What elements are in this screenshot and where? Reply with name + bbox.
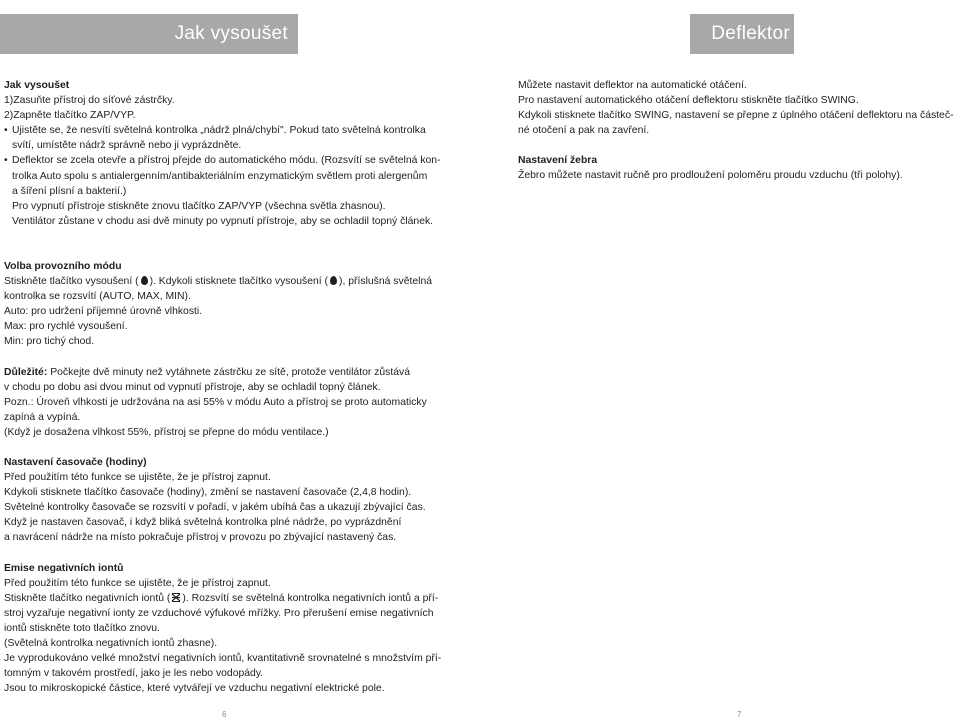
right-column [518, 78, 958, 184]
timer-line-1: Před použitím této funkce se ujistěte, že je přístroj zapnut. [4, 472, 271, 484]
ions-line-3: stroj vyzařuje negativní ionty ze vzduchové výfukové mřížky. Pro přerušení emise negativních [4, 607, 434, 619]
section-heading-mode: Volba provozního módu [4, 260, 122, 272]
mode-line-1 [4, 274, 474, 289]
ions-line-2 [4, 591, 474, 606]
water-drop-icon [330, 276, 337, 285]
section-heading-drying: Jak vysoušet [4, 80, 70, 91]
important-line-4: zapíná a vypíná. [4, 411, 81, 423]
timer-line-3: Světelné kontrolky časovače se rozsvítí v pořadí, v jakém ubíhá čas a ukazují zbývající čas. [4, 502, 426, 514]
important-label: Důležité: [4, 366, 48, 378]
important-line-1 [4, 365, 474, 380]
drying-step-2: 2)Zapněte tlačítko ZAP/VYP. [4, 110, 136, 122]
section-heading-rib: Nastavení žebra [518, 155, 598, 167]
header-left-title: Jak vysoušet [0, 14, 298, 54]
mode-line-4: Max: pro rychlé vysoušení. [4, 321, 128, 333]
drying-step-1: 1)Zasuňte přístroj do síťové zástrčky. [4, 95, 175, 107]
water-drop-icon [141, 276, 148, 285]
mode-line-5: Min: pro tichý chod. [4, 336, 95, 348]
drying-fan-note: Ventilátor zůstane v chodu asi dvě minuty po vypnutí přístroje, aby se ochladil topný článek. [12, 215, 434, 227]
ions-line-6: Je vyprodukováno velké množství negativních iontů, kvantitativně srovnatelné s množstvím pří- [4, 653, 442, 665]
section-heading-ions: Emise negativních iontů [4, 562, 124, 574]
ions-line-7: tomným v takovém prostředí, jako je les nebo vodopády. [4, 668, 264, 680]
important-line-5: (Když je dosažena vlhkost 55%, přístroj se přepne do módu ventilace.) [4, 426, 329, 438]
rib-line-1: Žebro můžete nastavit ručně pro prodloužení poloměru proudu vzduchu (tři polohy). [518, 170, 903, 182]
timer-line-5: a navrácení nádrže na místo pokračuje přístroj v provozu po zbývající nastavený čas. [4, 532, 397, 544]
deflector-line-3: Kdykoli stisknete tlačítko SWING, nastavení se přepne z úplného otáčení deflektoru na částeč- [518, 110, 954, 122]
negative-ion-icon [171, 593, 181, 602]
mode-line-1-c: ), příslušná světelná [339, 276, 432, 288]
drying-bullet-1-text: Ujistěte se, že nesvítí světelná kontrolka „nádrž plná/chybí". Pokud tato světelná kontrolka [12, 125, 426, 137]
drying-bullet-1 [4, 123, 474, 138]
important-line-2: v chodu po dobu asi dvou minut od vypnutí přístroje, aby se ochladil topný článek. [4, 381, 381, 393]
mode-line-1-b: ). Kdykoli stisknete tlačítko vysoušení ( [149, 276, 329, 288]
left-column [4, 78, 474, 696]
ions-line-8: Jsou to mikroskopické částice, které vytvářejí ve vzduchu negativní elektrické pole. [4, 683, 385, 695]
ions-line-2-b: ). Rozsvítí se světelná kontrolka negativních iontů a pří- [182, 592, 439, 604]
mode-line-1-a: Stiskněte tlačítko vysoušení ( [4, 276, 139, 288]
bullet-icon: • [4, 125, 8, 137]
header-right-title: Deflektor [690, 14, 794, 54]
ions-line-4: iontů stiskněte toto tlačítko znovu. [4, 622, 160, 634]
drying-bullet-2-cont-1: trolka Auto spolu s antialergenním/antibakteriálním enzymatickým světlem proti alergenům [12, 170, 428, 182]
deflector-line-4: né otočení a pak na zavření. [518, 125, 650, 137]
page-number-right: 7 [737, 710, 742, 719]
ions-line-2-a: Stiskněte tlačítko negativních iontů ( [4, 592, 171, 604]
important-line-1-text: Počkejte dvě minuty než vytáhnete zástrčku ze sítě, protože ventilátor zůstává [47, 366, 411, 378]
timer-line-4: Když je nastaven časovač, i když bliká světelná kontrolka plné nádrže, po vyprázdnění [4, 517, 402, 529]
ions-line-5: (Světelná kontrolka negativních iontů zhasne). [4, 638, 218, 649]
drying-bullet-2-cont-2: a šíření plísní a bakterií.) [12, 185, 127, 197]
deflector-line-2: Pro nastavení automatického otáčení deflektoru stiskněte tlačítko SWING. [518, 95, 859, 107]
drying-off-instruction: Pro vypnutí přístroje stiskněte znovu tlačítko ZAP/VYP (všechna světla zhasnou). [12, 200, 386, 212]
drying-bullet-2-text: Deflektor se zcela otevře a přístroj přejde do automatického módu. (Rozsvítí se světelná kon- [12, 155, 441, 167]
deflector-line-1: Můžete nastavit deflektor na automatické otáčení. [518, 80, 747, 91]
drying-bullet-1-cont: svítí, umístěte nádrž správně nebo ji vyprázdněte. [12, 140, 242, 152]
mode-line-3: Auto: pro udržení příjemné úrovně vlhkosti. [4, 306, 203, 318]
timer-line-2: Kdykoli stisknete tlačítko časovače (hodiny), změní se nastavení časovače (2,4,8 hodin). [4, 487, 412, 499]
bullet-icon: • [4, 155, 8, 167]
mode-line-2: kontrolka se rozsvítí (AUTO, MAX, MIN). [4, 291, 191, 303]
drying-bullet-2 [4, 153, 474, 168]
section-heading-timer: Nastavení časovače (hodiny) [4, 456, 147, 468]
important-line-3: Pozn.: Úroveň vlhkosti je udržována na asi 55% v módu Auto a přístroj se proto automaticky [4, 396, 427, 408]
page-number-left: 6 [222, 710, 227, 719]
ions-line-1: Před použitím této funkce se ujistěte, že je přístroj zapnut. [4, 577, 271, 589]
